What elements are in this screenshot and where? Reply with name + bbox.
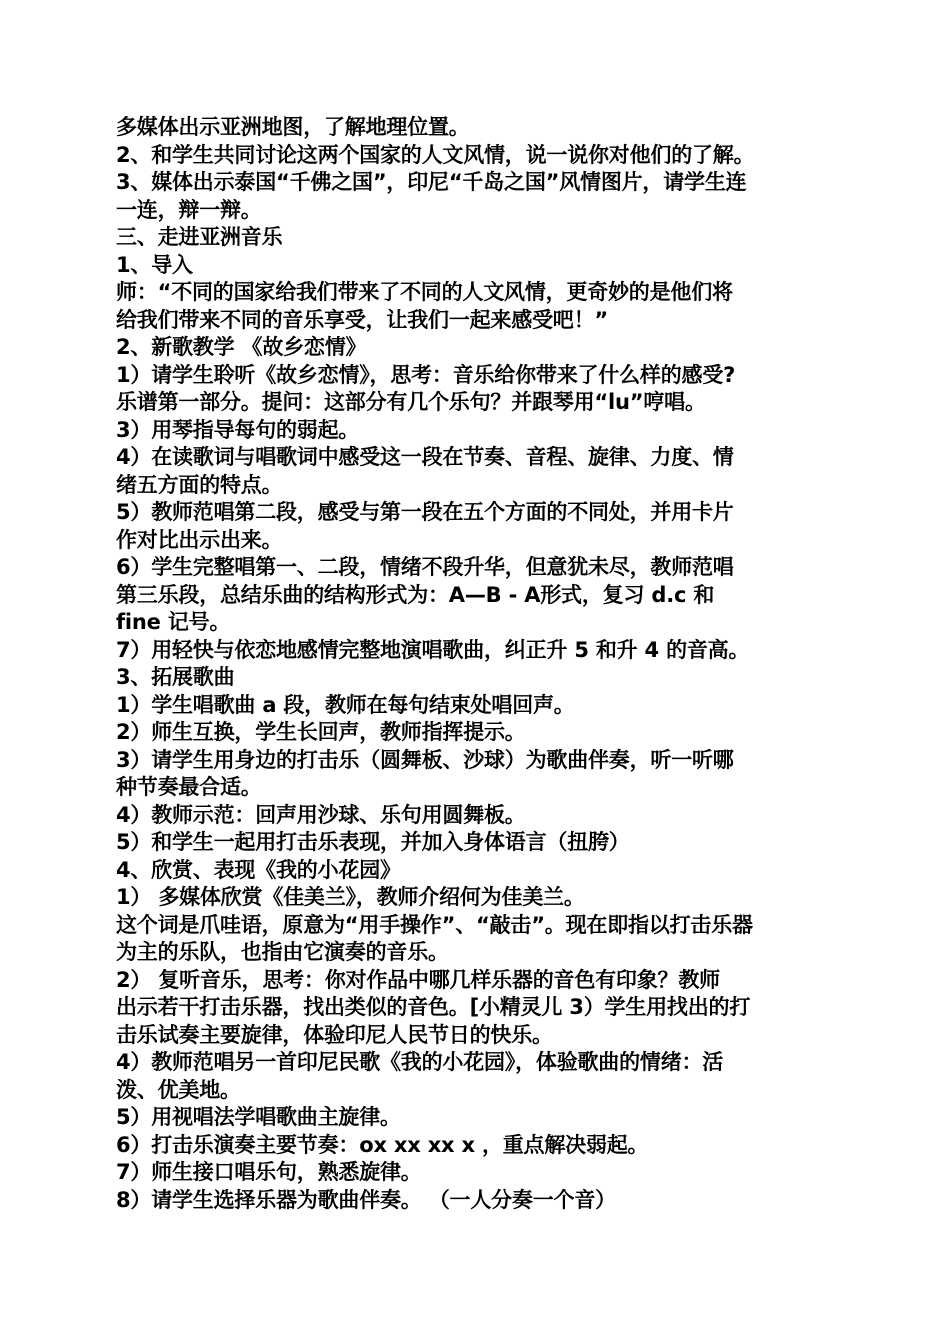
text-line: 5）和学生一起用打击乐表现，并加入身体语言（扭胯） [116,830,630,854]
text-line: 5）用视唱法学唱歌曲主旋律。 [116,1105,401,1129]
text-line: 3）请学生用身边的打击乐（圆舞板、沙球）为歌曲伴奏，听一听哪 [116,747,734,772]
text-line: 多媒体出示亚洲地图，了解地理位置。 [116,115,470,139]
text-line: fine 记号。 [116,610,231,634]
text-line: 绪五方面的特点。 [116,472,283,497]
subsection-heading: 3、拓展歌曲 [116,665,235,689]
text-line: 3、媒体出示泰国“千佛之国”，印尼“千岛之国”风情图片，请学生连 [116,170,747,194]
text-line: 3）用琴指导每句的弱起。 [116,417,360,442]
text-line: 4）教师范唱另一首印尼民歌《我的小花园》，体验歌曲的情绪：活 [116,1050,724,1074]
text-line: 1） 多媒体欣赏《佳美兰》，教师介绍何为佳美兰。 [116,885,585,909]
text-line: 7）师生接口唱乐句，熟悉旋律。 [116,1160,422,1184]
text-line: 5）教师范唱第二段，感受与第一段在五个方面的不同处，并用卡片 [116,500,734,524]
text-line: 7）用轻快与依恋地感情完整地演唱歌曲，纠正升 5 和升 4 的音高。 [116,637,750,662]
document-body [116,114,846,1214]
text-line: 出示若干打击乐器，找出类似的音色。[小精灵儿 3）学生用找出的打 [116,995,751,1019]
text-line: 1）学生唱歌曲 a 段，教师在每句结束处唱回声。 [116,692,575,717]
text-line: 2） 复听音乐，思考：你对作品中哪几样乐器的音色有印象？教师 [116,967,720,992]
text-line: 泼、优美地。 [116,1077,241,1102]
subsection-heading: 2、新歌教学 《故乡恋情》 [116,335,367,359]
text-line: 6）打击乐演奏主要节奏：ox xx xx x ，重点解决弱起。 [116,1132,649,1157]
text-line: 6）学生完整唱第一、二段，情绪不段升华，但意犹未尽，教师范唱 [116,555,734,579]
text-line: 为主的乐队，也指由它演奏的音乐。 [116,940,449,964]
text-line: 4）在读歌词与唱歌词中感受这一段在节奏、音程、旋律、力度、情 [116,445,734,469]
text-line: 第三乐段，总结乐曲的结构形式为：A—B - A形式，复习 d.c 和 [116,582,715,607]
subsection-heading: 1、导入 [116,252,193,277]
text-line: 1）请学生聆听《故乡恋情》，思考：音乐给你带来了什么样的感受? [116,362,736,387]
text-line: 作对比出示出来。 [116,527,283,552]
text-line: 这个词是爪哇语，原意为“用手操作”、“敲击”。现在即指以打击乐器 [116,912,753,937]
section-heading: 三、走进亚洲音乐 [116,225,283,249]
text-line: 击乐试奏主要旋律，体验印尼人民节日的快乐。 [116,1022,553,1047]
text-line: 4）教师示范：回声用沙球、乐句用圆舞板。 [116,802,526,827]
text-line: 8）请学生选择乐器为歌曲伴奏。 （一人分奏一个音） [116,1187,616,1212]
text-line: 师：“不同的国家给我们带来了不同的人文风情，更奇妙的是他们将 [116,280,733,304]
text-line: 乐谱第一部分。提问：这部分有几个乐句？并跟琴用“lu”哼唱。 [116,390,706,414]
text-line: 一连，辩一辩。 [116,197,262,222]
subsection-heading: 4、欣赏、表现《我的小花园》 [116,857,401,882]
text-line: 2、和学生共同讨论这两个国家的人文风情，说一说你对他们的了解。 [116,142,755,167]
text-line: 种节奏最合适。 [116,775,262,799]
text-line: 给我们带来不同的音乐享受，让我们一起来感受吧！” [116,307,608,332]
text-line: 2）师生互换，学生长回声，教师指挥提示。 [116,720,526,744]
